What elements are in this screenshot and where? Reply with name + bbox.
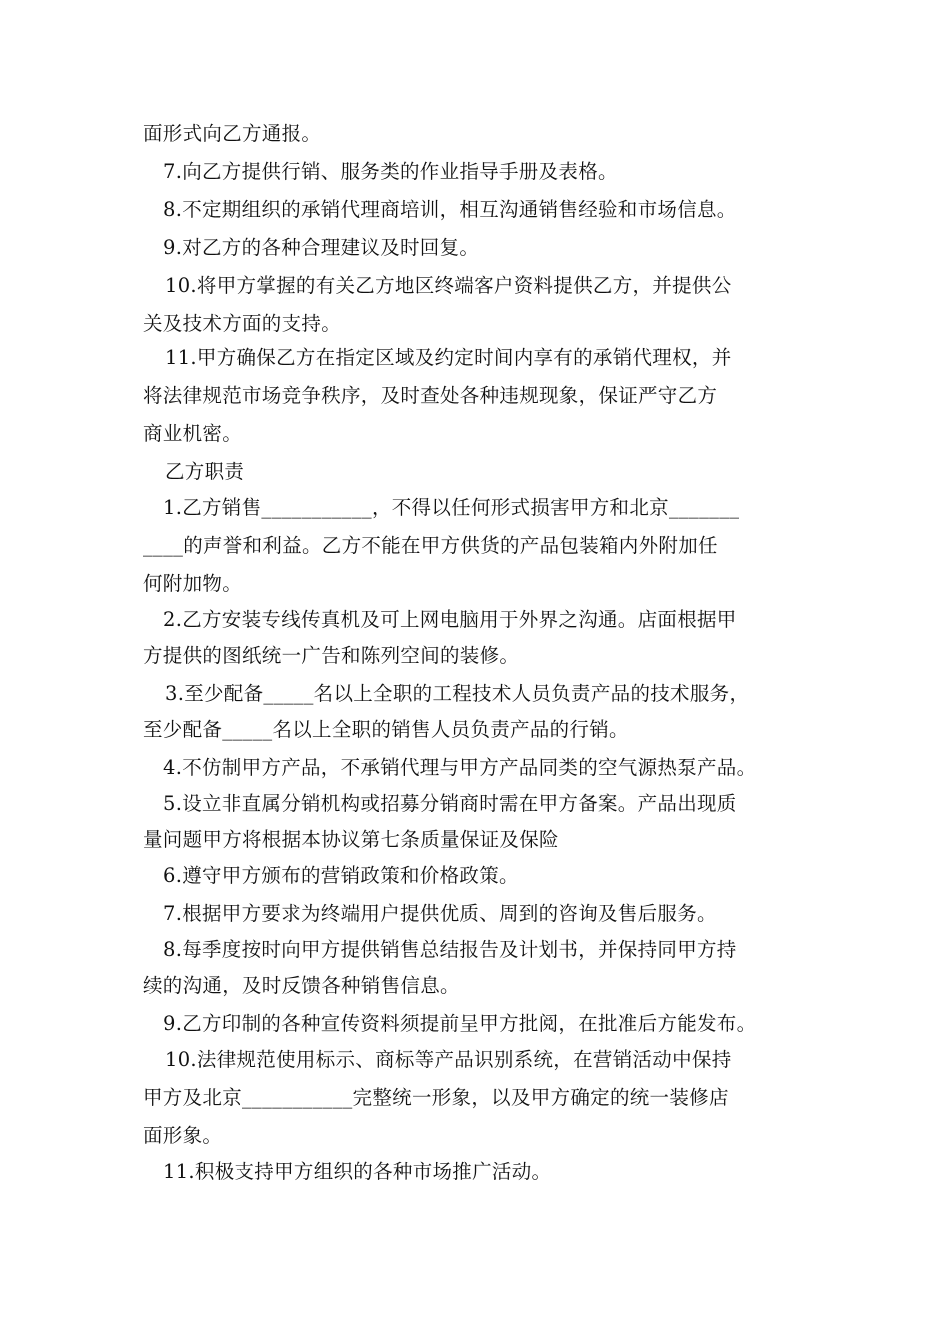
text-line: 11.甲方确保乙方在指定区域及约定时间内享有的承销代理权，并 (165, 346, 732, 369)
text-line: 关及技术方面的支持。 (143, 312, 342, 335)
text-line: 续的沟通，及时反馈各种销售信息。 (143, 974, 460, 997)
text-line: 11.积极支持甲方组织的各种市场推广活动。 (163, 1160, 552, 1183)
text-line: 商业机密。 (143, 422, 243, 445)
text-line: 9.对乙方的各种合理建议及时回复。 (163, 236, 480, 259)
text-line: 8.每季度按时向甲方提供销售总结报告及计划书，并保持同甲方持 (163, 938, 737, 961)
text-line: 方提供的图纸统一广告和陈列空间的装修。 (143, 644, 520, 667)
text-line: 3.至少配备_____名以上全职的工程技术人员负责产品的技术服务， (165, 682, 750, 705)
text-line: 1.乙方销售___________，不得以任何形式损害甲方和北京_______ (163, 496, 740, 519)
section-heading: 乙方职责 (165, 460, 245, 483)
text-line: 至少配备_____名以上全职的销售人员负责产品的行销。 (143, 718, 629, 741)
text-line: 面形象。 (143, 1124, 223, 1147)
text-line: 7.根据甲方要求为终端用户提供优质、周到的咨询及售后服务。 (163, 902, 717, 925)
text-line: 2.乙方安装专线传真机及可上网电脑用于外界之沟通。店面根据甲 (163, 608, 737, 631)
text-line: 4.不仿制甲方产品，不承销代理与甲方产品同类的空气源热泵产品。 (163, 756, 757, 779)
text-line: 6.遵守甲方颁布的营销政策和价格政策。 (163, 864, 519, 887)
text-line: 7.向乙方提供行销、服务类的作业指导手册及表格。 (163, 160, 618, 183)
text-line: ____的声誉和利益。乙方不能在甲方供货的产品包装箱内外附加任 (143, 534, 718, 557)
text-line: 面形式向乙方通报。 (143, 122, 322, 145)
text-line: 5.设立非直属分销机构或招募分销商时需在甲方备案。产品出现质 (163, 792, 737, 815)
text-line: 甲方及北京___________完整统一形象，以及甲方确定的统一装修店 (143, 1086, 729, 1109)
text-line: 10.将甲方掌握的有关乙方地区终端客户资料提供乙方，并提供公 (165, 274, 732, 297)
text-line: 8.不定期组织的承销代理商培训，相互沟通销售经验和市场信息。 (163, 198, 737, 221)
text-line: 将法律规范市场竞争秩序，及时查处各种违规现象，保证严守乙方 (143, 384, 718, 407)
text-line: 量问题甲方将根据本协议第七条质量保证及保险 (143, 828, 559, 851)
text-line: 9.乙方印制的各种宣传资料须提前呈甲方批阅，在批准后方能发布。 (163, 1012, 757, 1035)
text-line: 何附加物。 (143, 572, 243, 595)
text-line: 10.法律规范使用标示、商标等产品识别系统，在营销活动中保持 (165, 1048, 732, 1071)
